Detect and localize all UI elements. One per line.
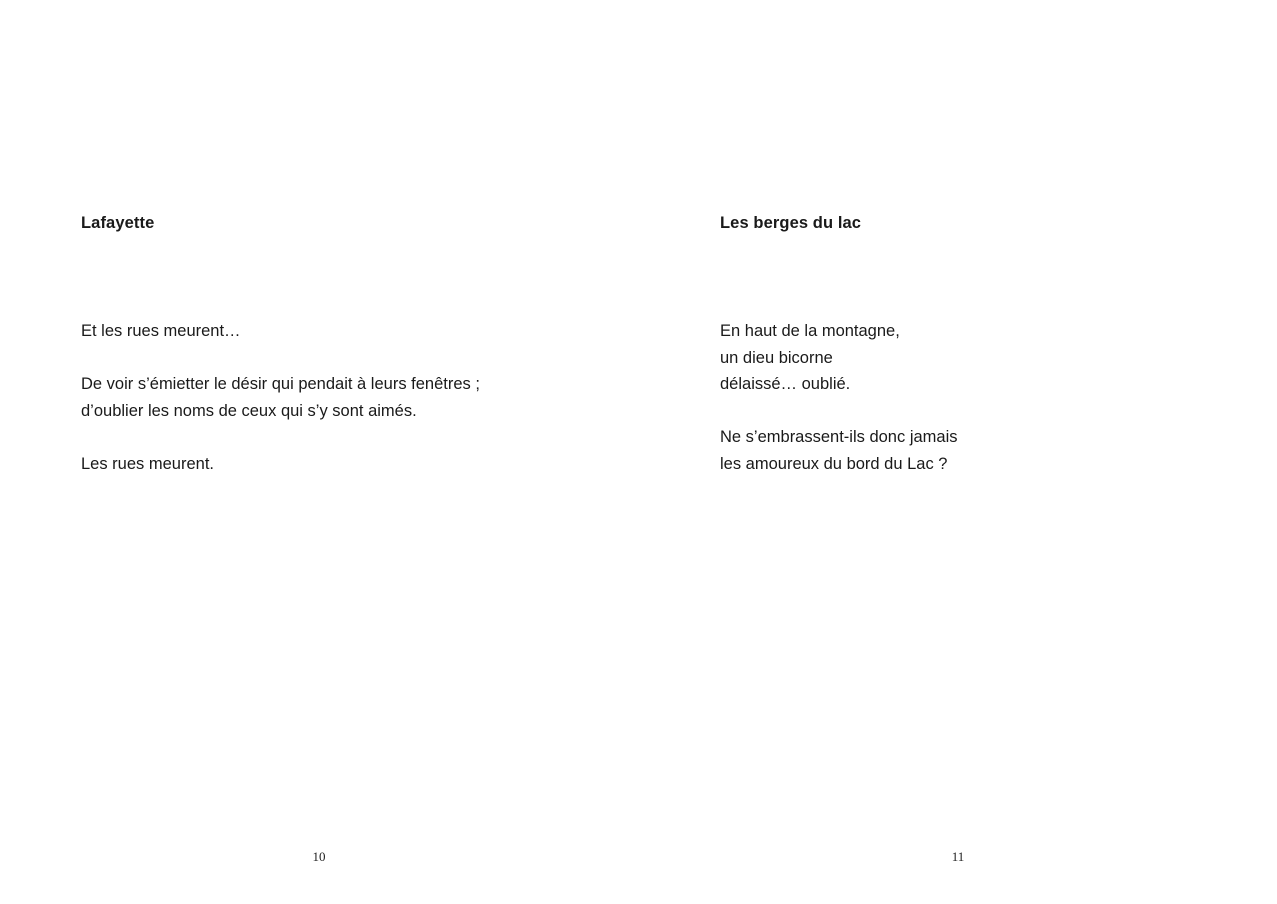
page-number: 11: [951, 849, 965, 864]
verse-line: Les rues meurent.: [81, 454, 214, 473]
poem-title: Lafayette: [81, 214, 155, 232]
page-number: 10: [312, 849, 326, 864]
stanza: [720, 424, 958, 477]
stanza: [81, 318, 480, 345]
left-page: [0, 0, 638, 904]
poem-body: [81, 318, 480, 477]
verse-line: les amoureux du bord du Lac ?: [720, 454, 948, 473]
verse-line: un dieu bicorne: [720, 348, 833, 367]
verse-line: En haut de la montagne,: [720, 322, 900, 340]
stanza: [81, 451, 480, 478]
verse-line: d’oublier les noms de ceux qui s’y sont aimés.: [81, 401, 417, 420]
verse-line: délaissé… oublié.: [720, 375, 851, 393]
stanza: [81, 371, 480, 424]
verse-line: Ne s’embrassent-ils donc jamais: [720, 428, 958, 446]
stanza: [720, 318, 958, 398]
verse-line: Et les rues meurent…: [81, 322, 241, 340]
poem-title: Les berges du lac: [720, 214, 862, 232]
poem-body: [720, 318, 958, 477]
verse-line: De voir s’émietter le désir qui pendait à leurs fenêtres ;: [81, 375, 480, 393]
right-page: [639, 0, 1277, 904]
